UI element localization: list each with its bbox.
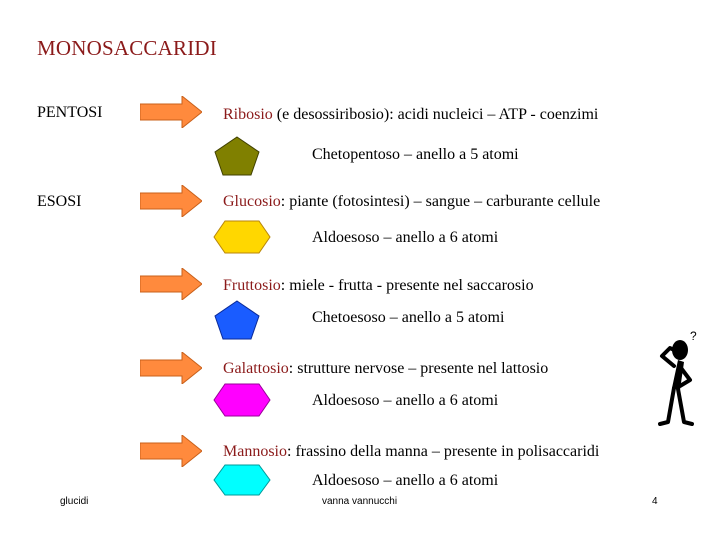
sugar-description: : frassino della manna – presente in polisaccaridi (287, 443, 600, 460)
arrow-right-icon (140, 96, 202, 128)
category-esosi: ESOSI (37, 193, 82, 210)
sugar-line (223, 277, 534, 295)
page-number: 4 (652, 496, 658, 507)
hexagon-icon (213, 464, 271, 496)
ring-description: Aldoesoso – anello a 6 atomi (312, 392, 499, 409)
sugar-line (223, 360, 548, 378)
footer-left: glucidi (60, 496, 89, 507)
thinking-figure-icon (650, 326, 706, 430)
ring-description: Aldoesoso – anello a 6 atomi (312, 229, 499, 246)
sugar-name: Ribosio (223, 106, 273, 123)
pentagon-icon (214, 300, 260, 340)
ring-description: Chetoesoso – anello a 5 atomi (312, 309, 505, 326)
sugar-line (223, 193, 600, 211)
sugar-name: Mannosio (223, 443, 287, 460)
ring-description: Chetopentoso – anello a 5 atomi (312, 146, 519, 163)
page-title: MONOSACCARIDI (37, 36, 217, 60)
sugar-name: Galattosio (223, 360, 289, 377)
category-pentosi: PENTOSI (37, 104, 103, 121)
arrow-right-icon (140, 352, 202, 384)
hexagon-icon (213, 220, 271, 254)
footer-author: vanna vannucchi (322, 496, 398, 507)
svg-text:?: ? (690, 329, 697, 343)
sugar-description: : piante (fotosintesi) – sangue – carburante cellule (280, 193, 601, 210)
sugar-line (223, 443, 599, 461)
arrow-right-icon (140, 268, 202, 300)
sugar-name: Glucosio (223, 193, 281, 210)
ring-description: Aldoesoso – anello a 6 atomi (312, 472, 499, 489)
sugar-description: (e desossiribosio): acidi nucleici – ATP - coenzimi (272, 106, 599, 123)
sugar-description: : miele - frutta - presente nel saccarosio (280, 277, 534, 294)
arrow-right-icon (140, 185, 202, 217)
sugar-line (223, 106, 598, 124)
sugar-name: Fruttosio (223, 277, 281, 294)
sugar-description: : strutture nervose – presente nel lattosio (288, 360, 549, 377)
pentagon-icon (214, 136, 260, 176)
hexagon-icon (213, 383, 271, 417)
arrow-right-icon (140, 435, 202, 467)
